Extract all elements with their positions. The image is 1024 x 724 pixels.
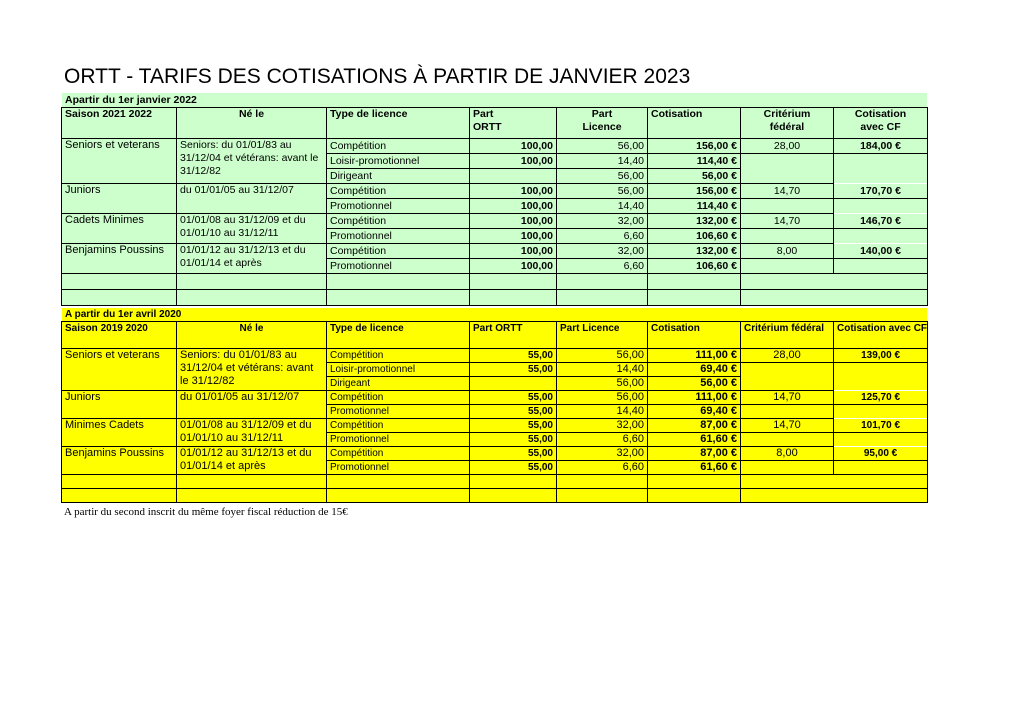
criterium-cell (741, 363, 834, 391)
category-cell: Benjamins Poussins (62, 244, 177, 274)
license-type-cell: Compétition (327, 419, 470, 433)
cotisation-cf-cell (834, 461, 928, 475)
license-type-cell: Loisir-promotionnel (327, 363, 470, 377)
empty-row (62, 475, 928, 489)
header-season: Saison 2021 2022 (62, 108, 177, 139)
cotisation-cell: 56,00 € (648, 169, 741, 184)
criterium-cell: 8,00 (741, 447, 834, 461)
part-licence-cell: 6,60 (557, 259, 648, 274)
cotisation-cf-cell (834, 433, 928, 447)
part-ortt-cell: 55,00 (470, 391, 557, 405)
category-cell: Cadets Minimes (62, 214, 177, 244)
part-licence-cell: 56,00 (557, 169, 648, 184)
license-type-cell: Promotionnel (327, 259, 470, 274)
category-cell: Minimes Cadets (62, 419, 177, 447)
part-ortt-cell: 55,00 (470, 419, 557, 433)
table-caption: Apartir du 1er janvier 2022 (62, 93, 928, 108)
cotisation-cf-cell: 125,70 € (834, 391, 928, 405)
cotisation-cell: 106,60 € (648, 229, 741, 244)
category-cell: Seniors et veterans (62, 349, 177, 391)
cotisation-cf-cell (834, 199, 928, 214)
cotisation-cell: 87,00 € (648, 419, 741, 433)
criterium-cell: 8,00 (741, 244, 834, 259)
criterium-cell (741, 461, 834, 475)
header-cotisation: Cotisation (648, 322, 741, 349)
license-type-cell: Promotionnel (327, 405, 470, 419)
birth-range-cell: 01/01/12 au 31/12/13 et du 01/01/14 et après (177, 447, 327, 475)
part-licence-cell: 6,60 (557, 461, 648, 475)
part-licence-cell: 32,00 (557, 419, 648, 433)
birth-range-cell: 01/01/08 au 31/12/09 et du 01/01/10 au 31/12/11 (177, 419, 327, 447)
part-ortt-cell: 100,00 (470, 259, 557, 274)
criterium-cell (741, 199, 834, 214)
birth-range-cell: Seniors: du 01/01/83 au 31/12/04 et vétérans: avant le 31/12/82 (177, 349, 327, 391)
part-ortt-cell: 100,00 (470, 154, 557, 169)
birth-range-cell: Seniors: du 01/01/83 au 31/12/04 et vétérans: avant le 31/12/82 (177, 139, 327, 184)
cotisation-cf-cell: 146,70 € (834, 214, 928, 229)
part-ortt-cell: 100,00 (470, 199, 557, 214)
license-type-cell: Dirigeant (327, 169, 470, 184)
part-ortt-cell: 100,00 (470, 214, 557, 229)
part-ortt-cell: 100,00 (470, 229, 557, 244)
empty-row (62, 274, 928, 290)
footnote: A partir du second inscrit du même foyer fiscal réduction de 15€ (64, 506, 348, 518)
part-licence-cell: 6,60 (557, 229, 648, 244)
empty-row (62, 290, 928, 306)
cotisation-cf-cell: 139,00 € (834, 349, 928, 363)
tariff-table-2022 (61, 92, 928, 306)
cotisation-cf-cell: 95,00 € (834, 447, 928, 461)
category-cell: Benjamins Poussins (62, 447, 177, 475)
cotisation-cell: 61,60 € (648, 433, 741, 447)
criterium-cell: 14,70 (741, 184, 834, 199)
cotisation-cell: 156,00 € (648, 184, 741, 199)
criterium-cell: 28,00 (741, 349, 834, 363)
part-ortt-cell: 100,00 (470, 184, 557, 199)
header-cotisation: Cotisation (648, 108, 741, 139)
tariff-table-2020 (61, 307, 928, 503)
part-licence-cell: 14,40 (557, 363, 648, 377)
part-licence-cell: 56,00 (557, 139, 648, 154)
cotisation-cell: 69,40 € (648, 363, 741, 377)
cotisation-cf-cell: 184,00 € (834, 139, 928, 154)
license-type-cell: Compétition (327, 391, 470, 405)
header-criterium: Critérium fédéral (741, 322, 834, 349)
header-license-type: Type de licence (327, 108, 470, 139)
cotisation-cell: 132,00 € (648, 214, 741, 229)
header-part-ortt: Part ORTT (470, 322, 557, 349)
part-ortt-cell (470, 169, 557, 184)
license-type-cell: Promotionnel (327, 433, 470, 447)
cotisation-cell: 56,00 € (648, 377, 741, 391)
cotisation-cell: 111,00 € (648, 391, 741, 405)
criterium-cell (741, 405, 834, 419)
empty-row (62, 489, 928, 503)
part-licence-cell: 32,00 (557, 447, 648, 461)
header-part-licence: Part Licence (557, 322, 648, 349)
part-ortt-cell: 55,00 (470, 447, 557, 461)
page-title: ORTT - TARIFS DES COTISATIONS À PARTIR DE JANVIER 2023 (64, 65, 691, 88)
cotisation-cell: 156,00 € (648, 139, 741, 154)
part-ortt-cell: 55,00 (470, 363, 557, 377)
header-part-ortt: Part ORTT (470, 108, 557, 139)
part-ortt-cell: 100,00 (470, 244, 557, 259)
birth-range-cell: du 01/01/05 au 31/12/07 (177, 184, 327, 214)
category-cell: Seniors et veterans (62, 139, 177, 184)
part-licence-cell: 56,00 (557, 377, 648, 391)
criterium-cell (741, 229, 834, 244)
criterium-cell (741, 433, 834, 447)
criterium-cell: 14,70 (741, 419, 834, 433)
license-type-cell: Compétition (327, 184, 470, 199)
part-ortt-cell: 55,00 (470, 349, 557, 363)
category-cell: Juniors (62, 391, 177, 419)
header-part-licence: Part Licence (557, 108, 648, 139)
criterium-cell (741, 259, 834, 274)
cotisation-cell: 87,00 € (648, 447, 741, 461)
cotisation-cf-cell (834, 363, 928, 391)
part-licence-cell: 56,00 (557, 349, 648, 363)
cotisation-cf-cell: 140,00 € (834, 244, 928, 259)
header-cotisation-cf: Cotisation avec CF (834, 322, 928, 349)
part-licence-cell: 56,00 (557, 391, 648, 405)
header-born: Né le (177, 108, 327, 139)
part-ortt-cell: 100,00 (470, 139, 557, 154)
part-licence-cell: 14,40 (557, 154, 648, 169)
birth-range-cell: du 01/01/05 au 31/12/07 (177, 391, 327, 419)
cotisation-cell: 111,00 € (648, 349, 741, 363)
cotisation-cf-cell (834, 405, 928, 419)
cotisation-cf-cell (834, 259, 928, 274)
cotisation-cell: 69,40 € (648, 405, 741, 419)
cotisation-cf-cell (834, 229, 928, 244)
criterium-cell: 14,70 (741, 214, 834, 229)
table-caption: A partir du 1er avril 2020 (62, 308, 928, 322)
cotisation-cell: 61,60 € (648, 461, 741, 475)
birth-range-cell: 01/01/08 au 31/12/09 et du 01/01/10 au 31/12/11 (177, 214, 327, 244)
category-cell: Juniors (62, 184, 177, 214)
license-type-cell: Promotionnel (327, 461, 470, 475)
part-licence-cell: 56,00 (557, 184, 648, 199)
license-type-cell: Dirigeant (327, 377, 470, 391)
license-type-cell: Compétition (327, 349, 470, 363)
birth-range-cell: 01/01/12 au 31/12/13 et du 01/01/14 et après (177, 244, 327, 274)
header-cotisation-cf: Cotisation avec CF (834, 108, 928, 139)
license-type-cell: Compétition (327, 214, 470, 229)
part-ortt-cell: 55,00 (470, 433, 557, 447)
header-born: Né le (177, 322, 327, 349)
cotisation-cell: 132,00 € (648, 244, 741, 259)
license-type-cell: Compétition (327, 244, 470, 259)
header-license-type: Type de licence (327, 322, 470, 349)
license-type-cell: Promotionnel (327, 199, 470, 214)
cotisation-cell: 106,60 € (648, 259, 741, 274)
header-criterium: Critérium fédéral (741, 108, 834, 139)
license-type-cell: Promotionnel (327, 229, 470, 244)
license-type-cell: Compétition (327, 139, 470, 154)
license-type-cell: Compétition (327, 447, 470, 461)
cotisation-cell: 114,40 € (648, 154, 741, 169)
criterium-cell: 14,70 (741, 391, 834, 405)
part-licence-cell: 32,00 (557, 214, 648, 229)
part-ortt-cell: 55,00 (470, 461, 557, 475)
part-licence-cell: 14,40 (557, 405, 648, 419)
part-licence-cell: 6,60 (557, 433, 648, 447)
header-season: Saison 2019 2020 (62, 322, 177, 349)
cotisation-cell: 114,40 € (648, 199, 741, 214)
cotisation-cf-cell: 170,70 € (834, 184, 928, 199)
cotisation-cf-cell (834, 154, 928, 184)
criterium-cell (741, 154, 834, 184)
part-ortt-cell: 55,00 (470, 405, 557, 419)
license-type-cell: Loisir-promotionnel (327, 154, 470, 169)
criterium-cell: 28,00 (741, 139, 834, 154)
part-ortt-cell (470, 377, 557, 391)
part-licence-cell: 32,00 (557, 244, 648, 259)
cotisation-cf-cell: 101,70 € (834, 419, 928, 433)
part-licence-cell: 14,40 (557, 199, 648, 214)
